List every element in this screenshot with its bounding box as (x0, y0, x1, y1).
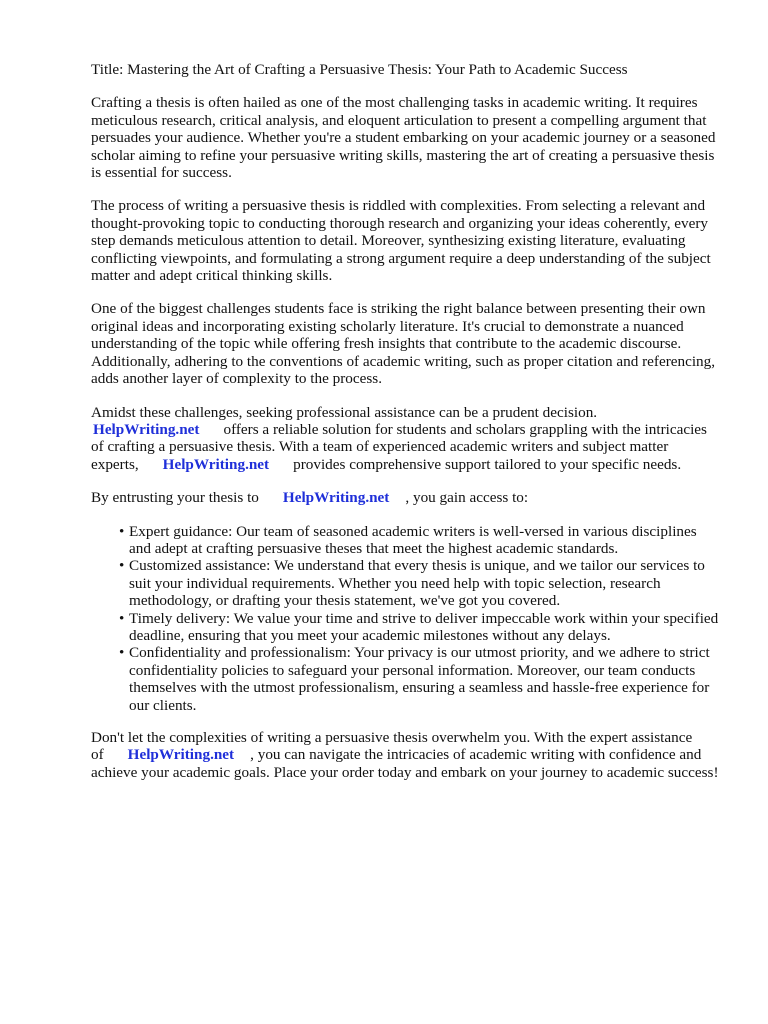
paragraph-process: The process of writing a persuasive thesis is riddled with complexities. From selecting a relevant and thought-provoking topic to conducting thorough research and organizing your ideas coherently, every step demands meticulous attention to detail. Moreover, synthesizing existing literature, evaluating conflicting viewpoints, and formulating a strong argument require a deep understanding of the subject matter and adept critical thinking skills. (91, 197, 711, 285)
bullet-icon: • (119, 522, 125, 540)
paragraph-entrust-text-1: By entrusting your thesis to (91, 489, 259, 507)
paragraph-assistance-text-2: offers a reliable solution for students and scholars grappling with the intricacies of crafting a persuasive thesis. With a team of experienced academic writers and subject matter experts, (91, 420, 707, 473)
list-item: • Confidentiality and professionalism: Your privacy is our utmost priority, and we adhere to strict confidentiality policies to safeguard your personal information. Moreover, our team conducts themselves with the utmost professionalism, ensuring a seamless and hassle-free experience for our clients. (119, 644, 710, 714)
paragraph-entrust (91, 489, 721, 506)
helpwriting-link[interactable]: HelpWriting.net (162, 455, 270, 473)
paragraph-assistance-text-1: Amidst these challenges, seeking professional assistance can be a prudent decision. (91, 403, 598, 421)
paragraph-closing-text-1: Don't let the complexities of writing a persuasive thesis overwhelm you. With the expert assistance of (91, 729, 693, 764)
list-item: • Timely delivery: We value your time and strive to deliver impeccable work within your specified deadline, ensuring that you meet your academic milestones without any delays. (119, 609, 719, 644)
benefits-list (91, 523, 721, 714)
helpwriting-link[interactable]: HelpWriting.net (282, 489, 390, 507)
list-item: • Expert guidance: Our team of seasoned academic writers is well-versed in various disciplines and adept at crafting persuasive theses that meet the highest academic standards. (119, 522, 697, 557)
paragraph-entrust-text-2: , you gain access to: (405, 489, 529, 507)
paragraph-intro: Crafting a thesis is often hailed as one of the most challenging tasks in academic writing. It requires meticulous research, critical analysis, and eloquent articulation to present a compelling argument that persuades your audience. Whether you're a student embarking on your academic journey or a seasoned scholar aiming to refine your persuasive writing skills, mastering the art of creating a persuasive thesis is essential for success. (91, 94, 716, 182)
helpwriting-link[interactable]: HelpWriting.net (127, 746, 235, 764)
bullet-icon: • (119, 644, 125, 662)
paragraph-assistance-text-3: provides comprehensive support tailored to your specific needs. (293, 455, 682, 473)
document-page (91, 61, 721, 797)
paragraph-closing (91, 729, 721, 781)
bullet-icon: • (119, 609, 125, 627)
paragraph-challenges: One of the biggest challenges students face is striking the right balance between presenting their own original ideas and incorporating existing scholarly literature. It's crucial to demonstrate a nuanced understanding of the topic while offering fresh insights that contribute to the academic discourse. Additionally, adhering to the conventions of academic writing, such as proper citation and referencing, adds another layer of complexity to the process. (91, 300, 716, 388)
paragraph-assistance (91, 404, 721, 474)
helpwriting-link[interactable]: HelpWriting.net (93, 420, 200, 438)
list-item: • Customized assistance: We understand that every thesis is unique, and we tailor our services to suit your individual requirements. Whether you need help with topic selection, research methodology, or drafting your thesis statement, we've got you covered. (119, 557, 705, 610)
paragraph-closing-text-2: , you can navigate the intricacies of academic writing with confidence and achieve your academic goals. Place your order today and embark on your journey to academic success! (91, 746, 719, 781)
document-title: Title: Mastering the Art of Crafting a Persuasive Thesis: Your Path to Academic Success (91, 61, 628, 78)
bullet-icon: • (119, 557, 125, 575)
